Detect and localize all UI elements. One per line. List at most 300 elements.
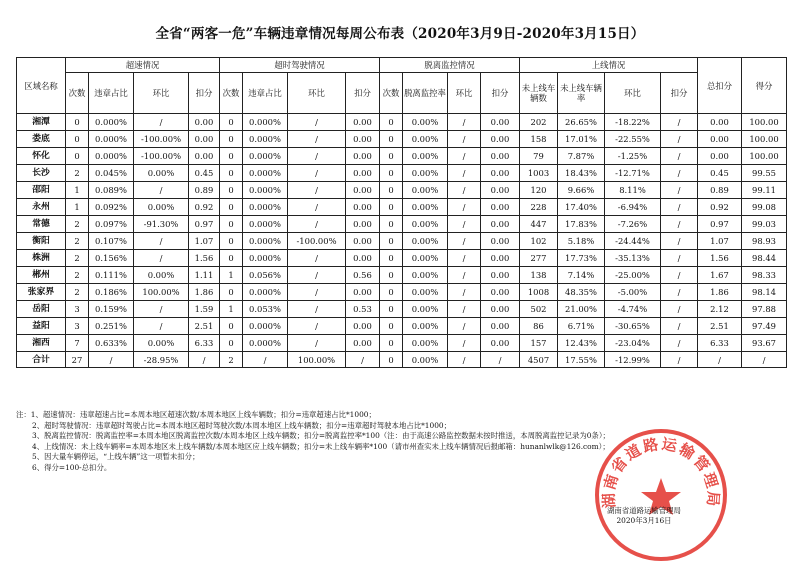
table-cell: 0.00 xyxy=(346,114,380,131)
table-cell: 0.159% xyxy=(89,301,134,318)
table-cell: 0.097% xyxy=(89,216,134,233)
table-cell: 17.55% xyxy=(558,352,605,368)
table-cell: / xyxy=(742,352,787,368)
table-cell: 1.59 xyxy=(189,301,220,318)
table-cell: 0 xyxy=(380,233,403,250)
table-cell: / xyxy=(661,301,698,318)
table-cell: 1 xyxy=(66,199,89,216)
table-cell: -91.30% xyxy=(134,216,189,233)
table-row xyxy=(17,250,787,267)
table-cell: / xyxy=(661,267,698,284)
table-cell: 0.00% xyxy=(403,233,448,250)
table-cell: 0.000% xyxy=(243,233,288,250)
table-cell: -24.44% xyxy=(605,233,661,250)
table-cell: 0.00% xyxy=(403,250,448,267)
table-cell: 1.11 xyxy=(189,267,220,284)
table-row xyxy=(17,284,787,301)
table-cell: 0.00 xyxy=(346,148,380,165)
table-cell: 17.73% xyxy=(558,250,605,267)
table-cell: 1.07 xyxy=(189,233,220,250)
table-cell: / xyxy=(134,318,189,335)
table-cell: 2 xyxy=(66,216,89,233)
table-cell: / xyxy=(288,284,346,301)
seal-text: 湖南省道路运输管理局 xyxy=(599,434,723,509)
table-cell: 0.00% xyxy=(403,335,448,352)
table-cell: 7.87% xyxy=(558,148,605,165)
table-cell: -22.55% xyxy=(605,131,661,148)
region-cell: 张家界 xyxy=(17,284,66,301)
table-cell: / xyxy=(448,114,481,131)
table-cell: -23.04% xyxy=(605,335,661,352)
table-cell: 0.00% xyxy=(403,216,448,233)
table-cell: 0 xyxy=(380,216,403,233)
table-cell: / xyxy=(448,318,481,335)
table-cell: 0 xyxy=(220,318,243,335)
table-cell: 18.43% xyxy=(558,165,605,182)
table-cell: 0.00 xyxy=(481,318,520,335)
table-cell: / xyxy=(288,148,346,165)
table-cell: 3 xyxy=(66,301,89,318)
table-row xyxy=(17,233,787,250)
table-cell: 0.000% xyxy=(243,250,288,267)
table-cell: 1.67 xyxy=(698,267,742,284)
table-cell: 0.00% xyxy=(403,301,448,318)
table-cell: 447 xyxy=(520,216,558,233)
table-cell: / xyxy=(448,148,481,165)
table-cell: 0.089% xyxy=(89,182,134,199)
table-cell: 0.000% xyxy=(243,199,288,216)
table-cell: 1.56 xyxy=(698,250,742,267)
table-cell: 0.00 xyxy=(346,250,380,267)
table-cell: 2 xyxy=(220,352,243,368)
table-cell: 0 xyxy=(220,165,243,182)
table-cell: 0 xyxy=(66,114,89,131)
table-cell: 0.00 xyxy=(481,284,520,301)
table-cell: / xyxy=(89,352,134,368)
table-cell: 0.00% xyxy=(403,318,448,335)
table-cell: 0.89 xyxy=(189,182,220,199)
table-cell: 0 xyxy=(220,233,243,250)
table-row xyxy=(17,131,787,148)
table-cell: / xyxy=(661,250,698,267)
table-cell: 0 xyxy=(380,318,403,335)
header-overtime: 超时驾驶情况 xyxy=(220,58,380,73)
table-cell: / xyxy=(448,250,481,267)
subheader: 脱离监控率 xyxy=(403,73,448,114)
table-cell: 0.00% xyxy=(403,199,448,216)
violation-table xyxy=(16,57,787,368)
table-cell: 0.00% xyxy=(134,335,189,352)
issue-date: 2020年3月16日 xyxy=(616,515,672,525)
header-region: 区域名称 xyxy=(17,58,66,114)
table-cell: 138 xyxy=(520,267,558,284)
table-cell: / xyxy=(448,335,481,352)
table-cell: / xyxy=(698,352,742,368)
table-cell: 0.045% xyxy=(89,165,134,182)
table-cell: 2 xyxy=(66,233,89,250)
table-row xyxy=(17,318,787,335)
subheader: 环比 xyxy=(448,73,481,114)
table-cell: 0.00 xyxy=(346,216,380,233)
table-cell: 0.000% xyxy=(243,131,288,148)
table-cell: 0.00 xyxy=(346,284,380,301)
table-cell: 9.66% xyxy=(558,182,605,199)
table-cell: 0.111% xyxy=(89,267,134,284)
table-cell: 5.18% xyxy=(558,233,605,250)
subheader: 环比 xyxy=(605,73,661,114)
table-cell: / xyxy=(448,199,481,216)
table-cell: 0.000% xyxy=(243,335,288,352)
table-cell: / xyxy=(448,284,481,301)
table-cell: / xyxy=(134,114,189,131)
table-cell: -35.13% xyxy=(605,250,661,267)
table-cell: 48.35% xyxy=(558,284,605,301)
region-cell: 怀化 xyxy=(17,148,66,165)
table-cell: / xyxy=(661,182,698,199)
region-cell: 长沙 xyxy=(17,165,66,182)
table-cell: 93.67 xyxy=(742,335,787,352)
table-cell: 1003 xyxy=(520,165,558,182)
table-cell: 0 xyxy=(380,284,403,301)
table-cell: 0.00% xyxy=(403,114,448,131)
table-cell: 86 xyxy=(520,318,558,335)
table-cell: 0.00% xyxy=(134,165,189,182)
subheader: 扣分 xyxy=(346,73,380,114)
table-cell: / xyxy=(288,182,346,199)
table-cell: 0 xyxy=(380,335,403,352)
table-cell: 1 xyxy=(220,301,243,318)
table-cell: 0 xyxy=(380,148,403,165)
table-cell: / xyxy=(189,352,220,368)
subheader: 环比 xyxy=(288,73,346,114)
table-cell: 0.00 xyxy=(346,199,380,216)
table-cell: -1.25% xyxy=(605,148,661,165)
table-cell: 0.00 xyxy=(189,131,220,148)
table-cell: 0.053% xyxy=(243,301,288,318)
table-cell: 0.00% xyxy=(403,148,448,165)
region-cell: 益阳 xyxy=(17,318,66,335)
table-cell: 0.00% xyxy=(134,199,189,216)
table-cell: 99.08 xyxy=(742,199,787,216)
table-cell: -12.99% xyxy=(605,352,661,368)
table-cell: 0 xyxy=(220,148,243,165)
table-cell: 7 xyxy=(66,335,89,352)
table-cell: 98.33 xyxy=(742,267,787,284)
table-cell: -25.00% xyxy=(605,267,661,284)
table-cell: / xyxy=(288,267,346,284)
table-cell: 0.000% xyxy=(243,284,288,301)
table-cell: 3 xyxy=(66,318,89,335)
table-cell: 21.00% xyxy=(558,301,605,318)
header-score: 得分 xyxy=(742,58,787,114)
table-cell: 0 xyxy=(380,199,403,216)
table-cell: 99.11 xyxy=(742,182,787,199)
table-cell: 100.00 xyxy=(742,131,787,148)
table-cell: / xyxy=(288,301,346,318)
table-cell: 0.00 xyxy=(346,131,380,148)
table-cell: 0.186% xyxy=(89,284,134,301)
table-cell: 99.55 xyxy=(742,165,787,182)
table-cell: 0 xyxy=(66,148,89,165)
subheader: 未上线车辆率 xyxy=(558,73,605,114)
table-cell: 2 xyxy=(66,165,89,182)
table-row xyxy=(17,199,787,216)
subheader: 扣分 xyxy=(481,73,520,114)
table-cell: 0 xyxy=(220,335,243,352)
table-cell: 6.71% xyxy=(558,318,605,335)
table-cell: 1 xyxy=(66,182,89,199)
table-row xyxy=(17,335,787,352)
table-cell: / xyxy=(243,352,288,368)
table-cell: 27 xyxy=(66,352,89,368)
table-cell: / xyxy=(661,284,698,301)
region-cell: 郴州 xyxy=(17,267,66,284)
note-line: 5、因大量车辆停运，“上线车辆”这一项暂未扣分； xyxy=(32,452,200,462)
table-cell: / xyxy=(661,131,698,148)
table-cell: 100.00 xyxy=(742,148,787,165)
table-cell: 0 xyxy=(380,114,403,131)
table-cell: 0.633% xyxy=(89,335,134,352)
header-speeding: 超速情况 xyxy=(66,58,220,73)
table-cell: 4507 xyxy=(520,352,558,368)
table-cell: 2.51 xyxy=(698,318,742,335)
table-cell: 0 xyxy=(220,131,243,148)
page-title: 全省“两客一危”车辆违章情况每周公布表（2020年3月9日-2020年3月15日） xyxy=(155,26,645,42)
header-offline: 脱离监控情况 xyxy=(380,58,520,73)
note-line: 4、上线情况：未上线车辆率=本周本地区未上线车辆数/本周本地区应上线车辆数；扣分=未上线车辆率*100（请市州查实未上线车辆情况后报邮箱：hunanlwlk@126.com）； xyxy=(32,441,610,451)
table-cell: / xyxy=(134,250,189,267)
table-cell: 277 xyxy=(520,250,558,267)
table-cell: 0.53 xyxy=(346,301,380,318)
table-cell: 0.00 xyxy=(481,335,520,352)
table-cell: 0.00 xyxy=(481,114,520,131)
table-cell: 0.00 xyxy=(481,233,520,250)
table-cell: 0.00 xyxy=(481,216,520,233)
table-cell: / xyxy=(481,352,520,368)
table-cell: 2.12 xyxy=(698,301,742,318)
table-cell: / xyxy=(134,233,189,250)
table-cell: 0.00 xyxy=(481,131,520,148)
table-cell: 0.00 xyxy=(698,148,742,165)
table-cell: 17.83% xyxy=(558,216,605,233)
official-seal xyxy=(586,420,736,570)
table-cell: 98.93 xyxy=(742,233,787,250)
table-cell: -28.95% xyxy=(134,352,189,368)
table-cell: 102 xyxy=(520,233,558,250)
table-cell: 0.00% xyxy=(403,267,448,284)
table-row xyxy=(17,148,787,165)
table-cell: -100.00% xyxy=(288,233,346,250)
table-cell: -5.00% xyxy=(605,284,661,301)
table-cell: 0.00 xyxy=(481,148,520,165)
table-cell: / xyxy=(448,301,481,318)
table-cell: -7.26% xyxy=(605,216,661,233)
header-total-deduction: 总扣分 xyxy=(698,58,742,114)
table-cell: 0 xyxy=(380,131,403,148)
subheader: 扣分 xyxy=(189,73,220,114)
subheader: 未上线车辆数 xyxy=(520,73,558,114)
region-cell: 衡阳 xyxy=(17,233,66,250)
table-cell: 0.000% xyxy=(243,148,288,165)
table-cell: 202 xyxy=(520,114,558,131)
table-cell: 0.00% xyxy=(403,165,448,182)
subheader: 扣分 xyxy=(661,73,698,114)
table-cell: 97.49 xyxy=(742,318,787,335)
region-cell: 合计 xyxy=(17,352,66,368)
table-cell: 0.00 xyxy=(346,233,380,250)
region-cell: 湘西 xyxy=(17,335,66,352)
table-cell: -12.71% xyxy=(605,165,661,182)
table-cell: / xyxy=(661,233,698,250)
table-cell: / xyxy=(661,318,698,335)
table-cell: 1008 xyxy=(520,284,558,301)
table-cell: / xyxy=(448,165,481,182)
table-cell: 7.14% xyxy=(558,267,605,284)
table-cell: 0.92 xyxy=(698,199,742,216)
table-cell: / xyxy=(346,352,380,368)
region-cell: 湘潭 xyxy=(17,114,66,131)
table-cell: 0.00% xyxy=(403,182,448,199)
table-cell: / xyxy=(288,250,346,267)
table-cell: 120 xyxy=(520,182,558,199)
table-cell: 0.00 xyxy=(346,335,380,352)
note-line: 3、脱离监控情况：脱离监控率=本周本地区脱离监控次数/本周本地区上线车辆数；扣分=脱离监控率*100（注：由于高速公路监控数据未按时推送，本周脱离监控记录为0条）； xyxy=(32,431,610,441)
table-cell: / xyxy=(448,233,481,250)
table-cell: 0.45 xyxy=(698,165,742,182)
table-cell: 0.00 xyxy=(189,148,220,165)
table-cell: 0.97 xyxy=(189,216,220,233)
table-cell: 79 xyxy=(520,148,558,165)
table-cell: 0.000% xyxy=(89,131,134,148)
table-cell: 0.00 xyxy=(698,131,742,148)
note-line: 2、超时驾驶情况：违章超时驾驶占比=本周本地区超时驾驶次数/本周本地区上线车辆数；扣分=违章超时驾驶本地占比*1000； xyxy=(32,420,452,430)
table-cell: 0.000% xyxy=(89,114,134,131)
table-row xyxy=(17,165,787,182)
table-cell: / xyxy=(288,216,346,233)
table-cell: 0.00 xyxy=(346,182,380,199)
table-cell: 0.45 xyxy=(189,165,220,182)
issuer-block xyxy=(584,506,704,525)
region-cell: 邵阳 xyxy=(17,182,66,199)
table-cell: -4.74% xyxy=(605,301,661,318)
table-cell: 0.00 xyxy=(346,318,380,335)
subheader: 环比 xyxy=(134,73,189,114)
table-row xyxy=(17,216,787,233)
table-cell: 6.33 xyxy=(189,335,220,352)
table-cell: 0.00 xyxy=(481,301,520,318)
table-row xyxy=(17,182,787,199)
table-cell: / xyxy=(661,216,698,233)
table-cell: 98.44 xyxy=(742,250,787,267)
table-cell: 0 xyxy=(220,284,243,301)
table-cell: 0.92 xyxy=(189,199,220,216)
region-cell: 株洲 xyxy=(17,250,66,267)
table-cell: / xyxy=(134,182,189,199)
table-row xyxy=(17,114,787,131)
table-cell: 0 xyxy=(380,250,403,267)
table-cell: 0.000% xyxy=(243,216,288,233)
table-cell: 0.00 xyxy=(346,165,380,182)
table-cell: / xyxy=(661,148,698,165)
table-cell: / xyxy=(448,216,481,233)
table-cell: 0.00% xyxy=(134,267,189,284)
table-cell: 0.000% xyxy=(243,165,288,182)
note-line: 注：1、超速情况：违章超速占比=本周本地区超速次数/本周本地区上线车辆数；扣分=违章超速占比*1000； xyxy=(16,410,376,419)
table-cell: 0.00 xyxy=(481,199,520,216)
table-cell: 0.00% xyxy=(403,352,448,368)
table-cell: 0.000% xyxy=(243,318,288,335)
table-cell: / xyxy=(448,131,481,148)
header-online: 上线情况 xyxy=(520,58,698,73)
table-cell: 0 xyxy=(380,301,403,318)
table-cell: 0 xyxy=(380,182,403,199)
subheader: 次数 xyxy=(220,73,243,114)
table-cell: 0.000% xyxy=(243,114,288,131)
table-cell: 1.86 xyxy=(189,284,220,301)
table-cell: 502 xyxy=(520,301,558,318)
table-cell: 0.000% xyxy=(243,182,288,199)
table-cell: 2 xyxy=(66,267,89,284)
region-cell: 常德 xyxy=(17,216,66,233)
table-cell: / xyxy=(448,267,481,284)
table-cell: 0.092% xyxy=(89,199,134,216)
table-cell: -30.65% xyxy=(605,318,661,335)
table-cell: / xyxy=(288,318,346,335)
table-cell: / xyxy=(288,131,346,148)
table-cell: 26.65% xyxy=(558,114,605,131)
table-cell: / xyxy=(134,301,189,318)
table-cell: 0.00 xyxy=(481,250,520,267)
table-cell: 158 xyxy=(520,131,558,148)
table-cell: 0.251% xyxy=(89,318,134,335)
table-cell: 0.89 xyxy=(698,182,742,199)
table-cell: 100.00 xyxy=(742,114,787,131)
table-cell: 100.00% xyxy=(288,352,346,368)
subheader: 违章占比 xyxy=(89,73,134,114)
table-cell: 17.01% xyxy=(558,131,605,148)
table-cell: 0.00% xyxy=(403,131,448,148)
table-cell: 0.156% xyxy=(89,250,134,267)
total-row xyxy=(17,352,787,368)
table-cell: 0 xyxy=(380,165,403,182)
table-cell: / xyxy=(661,114,698,131)
table-cell: 0.000% xyxy=(89,148,134,165)
table-cell: / xyxy=(288,114,346,131)
table-cell: 12.43% xyxy=(558,335,605,352)
table-cell: 0.00 xyxy=(481,165,520,182)
table-cell: 17.40% xyxy=(558,199,605,216)
table-cell: / xyxy=(288,335,346,352)
table-cell: 98.14 xyxy=(742,284,787,301)
table-cell: 1.56 xyxy=(189,250,220,267)
table-cell: 0 xyxy=(220,199,243,216)
table-cell: 0.56 xyxy=(346,267,380,284)
table-cell: 100.00% xyxy=(134,284,189,301)
table-cell: -100.00% xyxy=(134,131,189,148)
table-row xyxy=(17,267,787,284)
table-cell: 2 xyxy=(66,250,89,267)
table-cell: 1.07 xyxy=(698,233,742,250)
table-cell: 8.11% xyxy=(605,182,661,199)
table-cell: / xyxy=(661,352,698,368)
table-cell: / xyxy=(661,335,698,352)
table-cell: -6.94% xyxy=(605,199,661,216)
table-cell: 2.51 xyxy=(189,318,220,335)
table-cell: -18.22% xyxy=(605,114,661,131)
table-cell: 6.33 xyxy=(698,335,742,352)
table-cell: 0 xyxy=(220,250,243,267)
table-cell: 0.00 xyxy=(481,267,520,284)
